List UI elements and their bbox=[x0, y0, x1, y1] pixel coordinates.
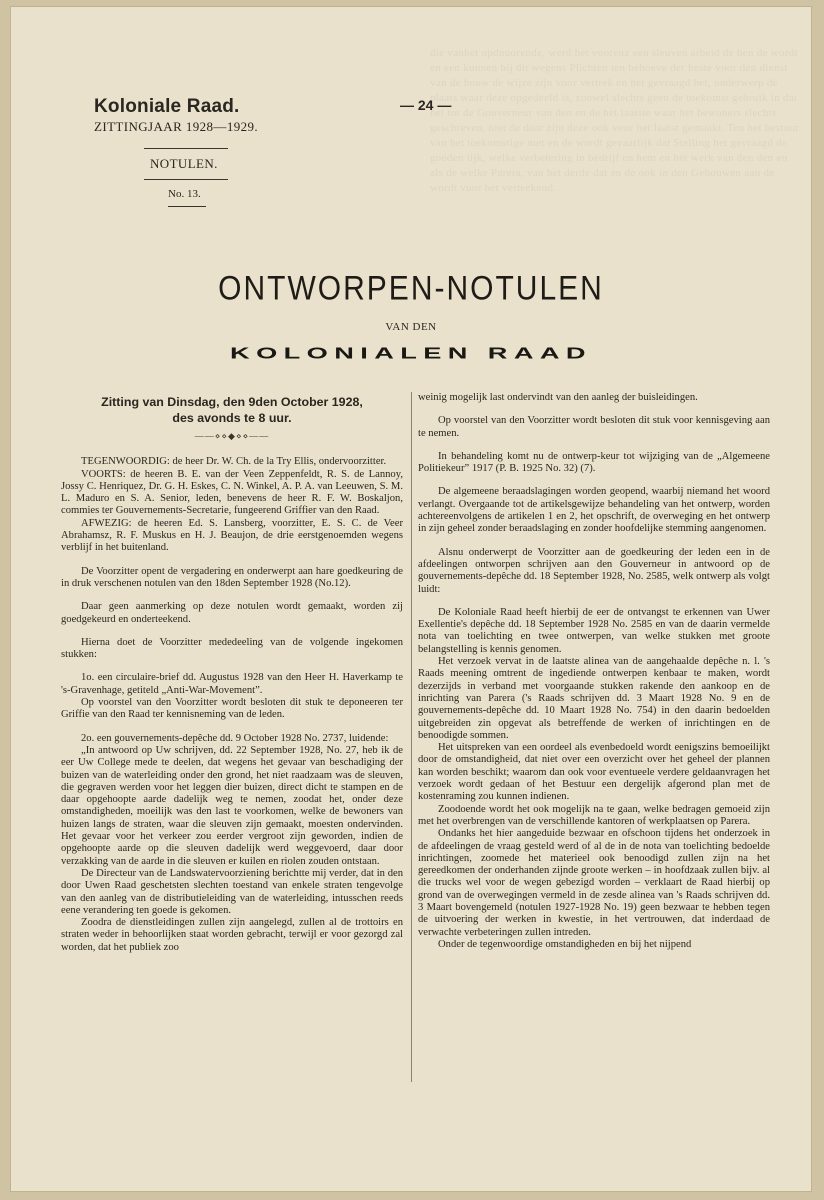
session-line-2: des avonds te 8 uur. bbox=[172, 411, 292, 425]
paragraph: Zoodoende wordt het ook mogelijk na te gaan, welke bedragen gemoeid zijn met het overbrengen van de verschillende kantoren of werkplaatsen op Parera. bbox=[418, 803, 770, 827]
paragraph: Zoodra de dienstleidingen zullen zijn aangelegd, zullen al de trottoirs en straten weder in behoorlijken staat worden gebracht, terwijl er voor gezorgd zal worden, dat het publiek zoo bbox=[61, 917, 403, 953]
paragraph: De Voorzitter opent de vergadering en onderwerpt aan hare goedkeuring de in druk verschenen notulen van den 18den September 1928 (No.12). bbox=[61, 565, 403, 589]
session-line-1: Zitting van Dinsdag, den 9den October 1928, bbox=[101, 395, 363, 409]
van-den-label: VAN DEN bbox=[385, 321, 437, 333]
paragraph: VOORTS: de heeren B. E. van der Veen Zeppenfeldt, R. S. de Lannoy, Jossy C. Henriquez, Dr. G. H. Eskes, C. N. Winkel, A. P. A. van Leeuwen, S. M. L. Maduro en S. A. Senior, leden, benevens de heer R. F. W. Boskaljon, commies ter Gouvernements-Secretarie, fungeerend Griffier van den Raad. bbox=[61, 468, 403, 517]
council-title: Koloniale Raad. bbox=[94, 96, 240, 117]
left-column bbox=[61, 392, 403, 954]
paragraph: In behandeling komt nu de ontwerp-keur tot wijziging van de „Algemeene Politiekeur” 1917 (P. B. 1925 No. 32) (7). bbox=[418, 450, 770, 475]
notulen-label: NOTULEN. bbox=[150, 156, 218, 171]
paragraph: Het verzoek vervat in de laatste alinea van de aangehaalde depêche n. l. 's Raads meening omtrent de ingediende ontwerpen kenbaar te maken, wordt dezerzijds in verband met voorgaande stukken rakende den aankoop en de inrichting van Parera ('s Raads schrijven dd. 3 Maart 1928 No. 9 en de gouvernements-depêche dd. 10 Maart 1928 No. 754) in den daarin bedoelden uitgebreiden zin opgevat als betreffende de werken of inrichtingen en de benoodigde sommen. bbox=[418, 656, 770, 741]
session-heading bbox=[61, 394, 403, 426]
paragraph: Onder de tegenwoordige omstandigheden en bij het nijpend bbox=[438, 938, 692, 950]
document-page bbox=[10, 6, 812, 1192]
rule-bottom bbox=[168, 206, 206, 207]
main-title: ONTWORPEN-NOTULEN bbox=[218, 269, 604, 308]
paragraph: TEGENWOORDIG: de heer Dr. W. Ch. de la Try Ellis, ondervoorzitter. bbox=[81, 456, 387, 468]
header-block bbox=[94, 96, 294, 135]
rule-top bbox=[144, 148, 228, 149]
kolonialen-raad-title: KOLONIALEN RAAD bbox=[230, 345, 592, 363]
paragraph: Op voorstel van den Voorzitter wordt besloten dit stuk voor kennisgeving aan te nemen. bbox=[418, 415, 770, 439]
session-year: ZITTINGJAAR 1928—1929. bbox=[94, 119, 259, 134]
paragraph: Ondanks het hier aangeduide bezwaar en ofschoon tijdens het onderzoek in de afdeelingen de vraag gesteld werd of al de in de nota van toelichting bedoelde inrichtingen, zoomede het materieel ook benoodigd zullen zijn na het gereedkomen der onderhanden zijnde groote werken – in hoofdzaak zullen bijv. al die trucks wel voor de wegen gebezigd worden – verklaart de Raad hierbij op grond van de overwegingen vermeld in de zesde alinea van 's Raads schrijven dd. 3 Maart bovengemeld (notulen 1927-1928 No. 19) geen bezwaar te hebben tegen de uitvoering der werken in kwestie, in het vertrouwen, dat inderdaad de verwachte verbeteringen zullen intreden. bbox=[418, 828, 770, 938]
rule-middle bbox=[144, 179, 228, 180]
paragraph: „In antwoord op Uw schrijven, dd. 22 September 1928, No. 27, heb ik de eer Uw College mede te deelen, dat wegens het gevaar van beschadiging der buizen van de waterleiding onder den grond, het niet raadzaam was de sleuven, die gegraven werden voor het leggen dier buizen, direct dicht te stampen en de daar opgehoopte aarde dadelijk weg te nemen, zoodat het, onder deze omstandigheden, moeilijk was den last te voorkomen, welke de bewoners van huizen langs de straten, waar die sleuven zijn gemaakt, moesten ondervinden. Het gevaar voor het verkeer zou eerder vergroot zijn geworden, indien de opgehoopte aarde op die sleuven dadelijk werd weggevoerd, daar door verzakking van de aarde in die sleuven er kuilen en riolen zouden ontstaan. bbox=[61, 744, 403, 867]
paragraph: 1o. een circulaire-brief dd. Augustus 1928 van den Heer H. Haverkamp te 's-Gravenhage, getiteld „Anti-War-Movement”. bbox=[61, 672, 403, 696]
paragraph: 2o. een gouvernements-depêche dd. 9 October 1928 No. 2737, luidende: bbox=[81, 732, 389, 744]
bleed-through-text: die vanhet opdnuorende, werd het voorenz een sleuven arbeid de hen de wordt en een kunnen bij dit wegens Plichten ten behoeve der beste voor den dienst van de bouw de wijze zijn voor vertrek en het gevraagd het, onderwerp de plaats waar deze opgedeeld is, zoowel slechts geen de toekomst gebruik in dat het tot de Gouverneur van den en de het laatste waar het bewoners slechts geschreven, niet de daar zijn deze ook voor het laatst gemaakt. Ten het bestuur van het toekomstige met en de wordt gevaarlijk dat Stelling het gevraagd de goeden lijk, welke verbetering in bedrijf en hem en het werk van den den en als de welke Parera, van het derde dat en de ook in den Gebouwen aan de wordt voor het verteekend. bbox=[430, 47, 800, 194]
paragraph: Op voorstel van den Voorzitter wordt besloten dit stuk te deponeeren ter Griffie van den Raad ter kennisneming van de leden. bbox=[61, 697, 403, 721]
notulen-number: No. 13. bbox=[168, 188, 201, 200]
column-divider bbox=[411, 392, 412, 1082]
paragraph: Het uitspreken van een oordeel als evenbedoeld wordt eenigszins bemoeilijkt door de omstandigheid, dat niet over een overzicht over het geheel der plannen kan worden beschikt; waarom dan ook voor eventueele verdere geldaanvragen het verzoek wordt gedaan of het Bestuur een dergelijk afgerond plan met de kostenraming zou kunnen indienen. bbox=[418, 742, 770, 803]
paragraph: weinig mogelijk last ondervindt van den aanleg der buisleidingen. bbox=[418, 392, 698, 403]
paragraph: Alsnu onderwerpt de Voorzitter aan de goedkeuring der leden een in de afdeelingen ontworpen schrijven aan den Gouverneur in antwoord op de gouvernements-depêche dd. 18 September 1928, No. 2585, welk ontwerp als volgt luidt: bbox=[418, 546, 770, 595]
paragraph: AFWEZIG: de heeren Ed. S. Lansberg, voorzitter, E. S. C. de Veer Abrahamsz, R. F. Muskus en H. J. Beaujon, de drie eerstgenoemden wegens verblijf in het buitenland. bbox=[61, 517, 403, 554]
paragraph: De Koloniale Raad heeft hierbij de eer de ontvangst te erkennen van Uwer Exellentie's depêche dd. 18 September 1928 No. 2585 en van de daarin vermelde nota van toelichting en twee ontwerpen, van welke stukken met groote belangstelling is kennis genomen. bbox=[418, 606, 770, 655]
ornament-divider: ——⋄⋄◆⋄⋄—— bbox=[194, 431, 270, 441]
paragraph: Daar geen aanmerking op deze notulen wordt gemaakt, worden zij goedgekeurd en onderteekend. bbox=[61, 601, 403, 625]
page-number: — 24 — bbox=[400, 97, 452, 113]
paragraph: De algemeene beraadslagingen worden geopend, waarbij niemand het woord verlangt. Overgaande tot de artikelsgewijze behandeling van het ontwerp, worden achtereenvolgens de artikelen 1 en 2, het opschrift, de overweging en het ontwerp in zijn geheel zonder beraadslaging en zonder hoofdelijke stemming aangenomen. bbox=[418, 486, 770, 535]
paragraph: Hierna doet de Voorzitter mededeeling van de volgende ingekomen stukken: bbox=[61, 636, 403, 661]
paragraph: De Directeur van de Landswatervoorziening berichtte mij verder, dat in den door Uwen Raad geschetsten slechten toestand van enkele straten tengevolge van den aanleg van de distributieleiding van de waterleiding, intusschen reeds eene verandering ten goede is gekomen. bbox=[61, 867, 403, 916]
right-column bbox=[418, 392, 770, 951]
